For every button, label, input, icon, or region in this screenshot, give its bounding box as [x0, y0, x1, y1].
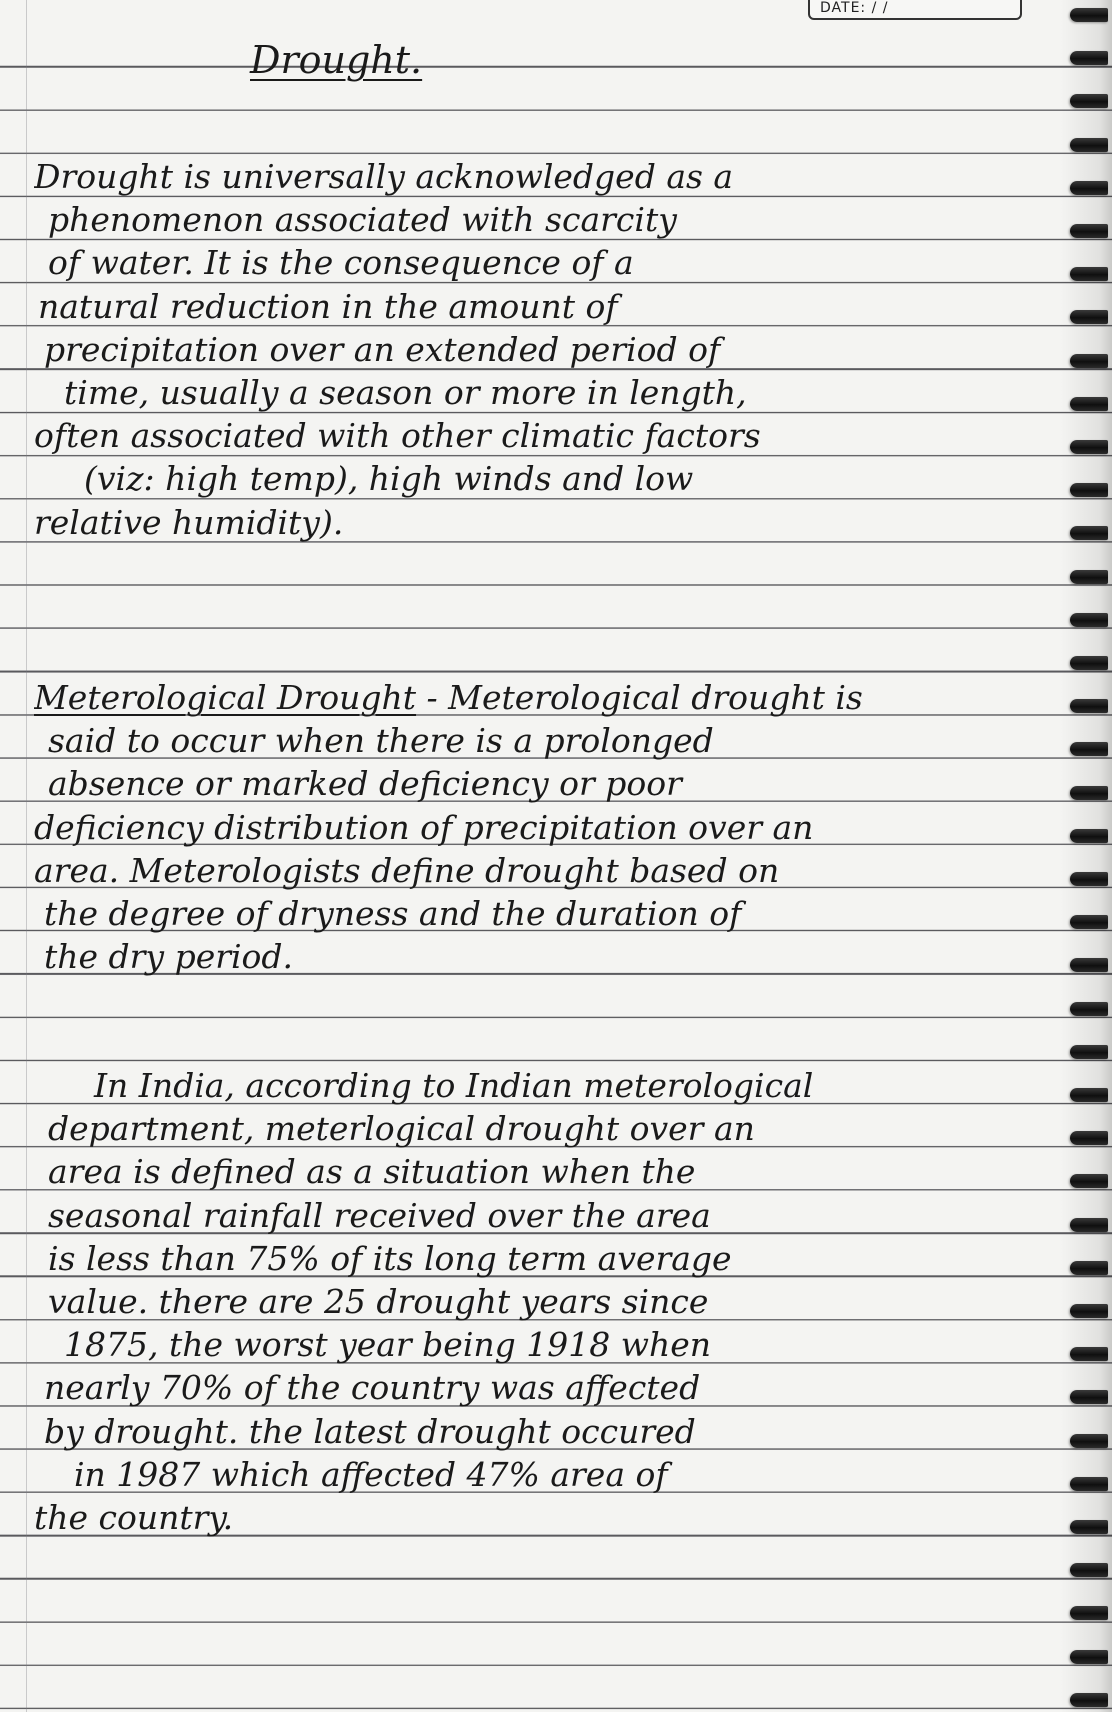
text-line: time, usually a season or more in length,: [64, 372, 747, 412]
binding-ring: [1070, 51, 1108, 65]
text-line: absence or marked deficiency or poor: [48, 764, 682, 804]
text-line: by drought. the latest drought occured: [44, 1411, 696, 1451]
paragraph-india-drought: [34, 1064, 1054, 1539]
binding-ring: [1070, 138, 1108, 152]
text-line: seasonal rainfall received over the area: [48, 1195, 711, 1235]
binding-ring: [1070, 915, 1108, 929]
text-line: of water. It is the consequence of a: [48, 243, 634, 283]
text-line: the dry period.: [44, 937, 294, 977]
text-line: relative humidity).: [34, 502, 344, 542]
binding-ring: [1070, 1520, 1108, 1534]
text-line: value. there are 25 drought years since: [48, 1281, 709, 1321]
binding-ring: [1070, 656, 1108, 670]
binding-ring: [1070, 181, 1108, 195]
binding-ring: [1070, 1218, 1108, 1232]
binding-ring: [1070, 483, 1108, 497]
text-line: is less than 75% of its long term average: [48, 1238, 732, 1278]
text-line: said to occur when there is a prolonged: [48, 721, 714, 761]
paragraph-definition: [34, 155, 1054, 544]
binding-ring: [1070, 8, 1108, 22]
binding-ring: [1070, 1477, 1108, 1491]
spiral-binding: [1060, 0, 1112, 1712]
binding-ring: [1070, 1606, 1108, 1620]
binding-ring: [1070, 1390, 1108, 1404]
text-line: nearly 70% of the country was affected: [44, 1368, 701, 1408]
binding-ring: [1070, 440, 1108, 454]
text-line: the degree of dryness and the duration of: [44, 893, 742, 933]
text-line: area is defined as a situation when the: [48, 1152, 696, 1192]
text-line: phenomenon associated with scarcity: [48, 200, 677, 240]
date-label: DATE: / /: [820, 0, 889, 16]
binding-ring: [1070, 1693, 1108, 1707]
binding-ring: [1070, 267, 1108, 281]
binding-ring: [1070, 1304, 1108, 1318]
text-line: often associated with other climatic factors: [34, 416, 761, 456]
text-line: 1875, the worst year being 1918 when: [64, 1325, 712, 1365]
text-line: the country.: [34, 1497, 234, 1537]
binding-ring: [1070, 829, 1108, 843]
binding-ring: [1070, 1002, 1108, 1016]
binding-ring: [1070, 1563, 1108, 1577]
binding-ring: [1070, 1174, 1108, 1188]
binding-ring: [1070, 786, 1108, 800]
binding-ring: [1070, 1045, 1108, 1059]
binding-ring: [1070, 699, 1108, 713]
margin-line: [26, 0, 27, 1712]
text-line: natural reduction in the amount of: [38, 286, 618, 326]
paragraph-meteorological-drought: [34, 676, 1054, 978]
text-line: Drought is universally acknowledged as a: [34, 157, 734, 196]
binding-ring: [1070, 354, 1108, 368]
binding-ring: [1070, 94, 1108, 108]
text-line: department, meterlogical drought over an: [48, 1109, 755, 1149]
text-line: deficiency distribution of precipitation over an: [34, 807, 814, 847]
date-box: [808, 0, 1022, 20]
binding-ring: [1070, 397, 1108, 411]
text-line: In India, according to Indian meterological: [94, 1066, 814, 1105]
binding-ring: [1070, 1261, 1108, 1275]
page-title: Drought.: [250, 38, 423, 82]
binding-ring: [1070, 310, 1108, 324]
binding-ring: [1070, 570, 1108, 584]
text-line: area. Meterologists define drought based on: [34, 850, 780, 890]
text-line: (viz: high temp), high winds and low: [84, 459, 694, 499]
binding-ring: [1070, 224, 1108, 238]
text-line: precipitation over an extended period of: [44, 329, 721, 369]
binding-ring: [1070, 742, 1108, 756]
text-line: in 1987 which affected 47% area of: [74, 1454, 668, 1494]
binding-ring: [1070, 613, 1108, 627]
binding-ring: [1070, 1131, 1108, 1145]
binding-ring: [1070, 1650, 1108, 1664]
section-heading: Meterological Drought: [34, 678, 417, 717]
text-fragment: - Meterological drought is: [416, 678, 863, 717]
text-line: [34, 676, 1054, 719]
binding-ring: [1070, 872, 1108, 886]
binding-ring: [1070, 1088, 1108, 1102]
binding-ring: [1070, 1347, 1108, 1361]
binding-ring: [1070, 958, 1108, 972]
binding-ring: [1070, 1434, 1108, 1448]
binding-ring: [1070, 526, 1108, 540]
